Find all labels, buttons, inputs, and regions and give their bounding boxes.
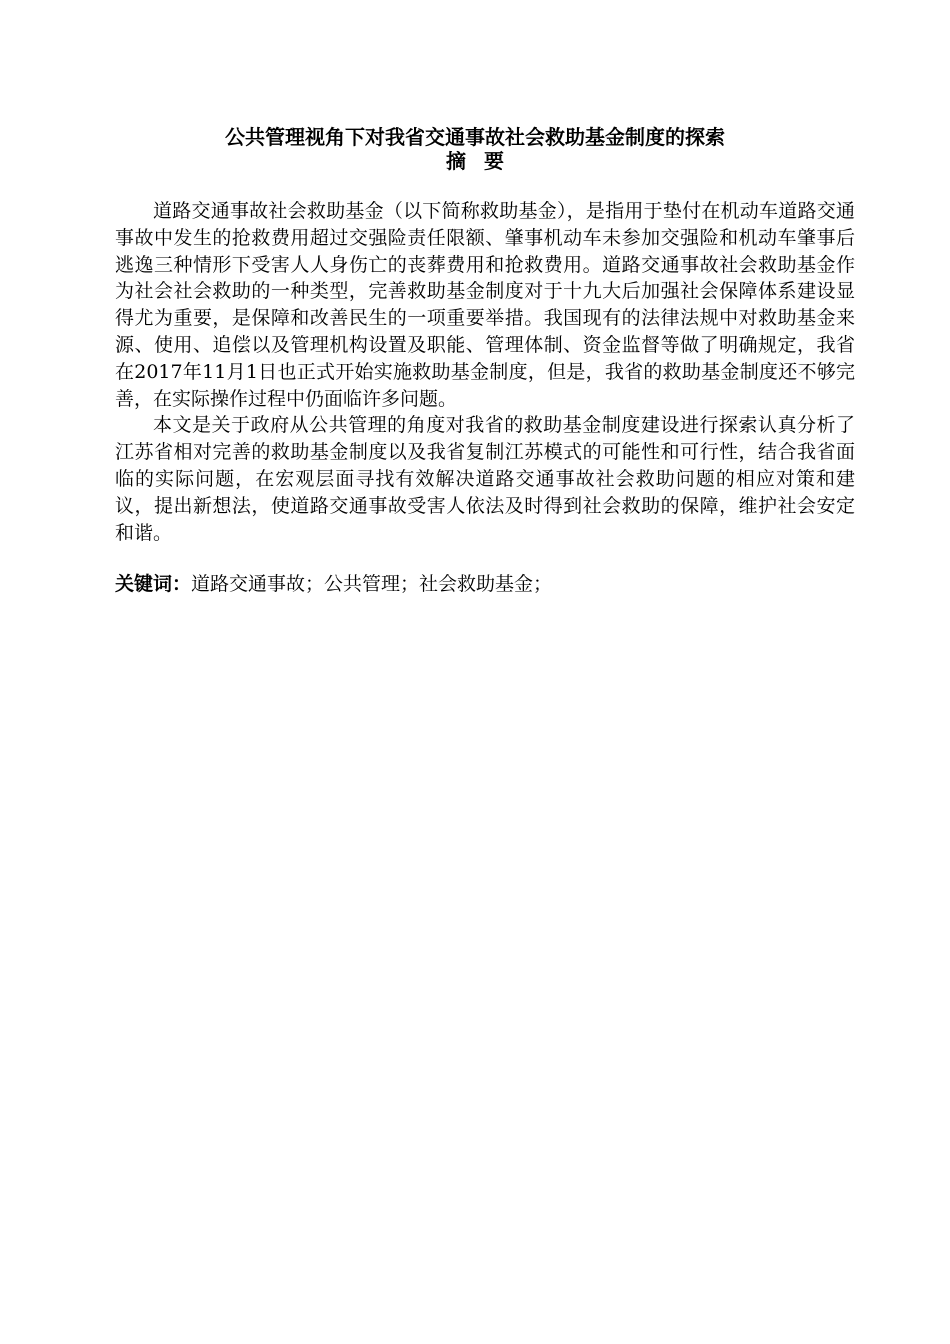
abstract-heading: 摘要 [446,149,522,173]
keywords-label: 关键词： [115,573,192,595]
keywords-line [115,571,855,597]
keywords-text: 道路交通事故；公共管理；社会救助基金； [191,573,553,595]
abstract-body [115,198,855,546]
abstract-paragraph-2: 本文是关于政府从公共管理的角度对我省的救助基金制度建设进行探索认真分析了江苏省相对完善的救助基金制度以及我省复制江苏模式的可能性和可行性，结合我省面临的实际问题，在宏观层面寻找有效解决道路交通事故社会救助问题的相应对策和建议，提出新想法，使道路交通事故受害人依法及时得到社会救助的保障，维护社会安定和谐。 [115,414,855,544]
document-title: 公共管理视角下对我省交通事故社会救助基金制度的探索 [225,125,725,149]
abstract-paragraph-1: 道路交通事故社会救助基金（以下简称救助基金），是指用于垫付在机动车道路交通事故中发生的抢救费用超过交强险责任限额、肇事机动车未参加交强险和机动车肇事后逃逸三种情形下受害人人身伤亡的丧葬费用和抢救费用。道路交通事故社会救助基金作为社会社会救助的一种类型，完善救助基金制度对于十九大后加强社会保障体系建设显得尤为重要，是保障和改善民生的一项重要举措。我国现有的法律法规中对救助基金来源、使用、追偿以及管理机构设置及职能、管理体制、资金监督等做了明确规定，我省在2017年11月1日也正式开始实施救助基金制度，但是，我省的救助基金制度还不够完善，在实际操作过程中仍面临许多问题。 [115,200,855,410]
